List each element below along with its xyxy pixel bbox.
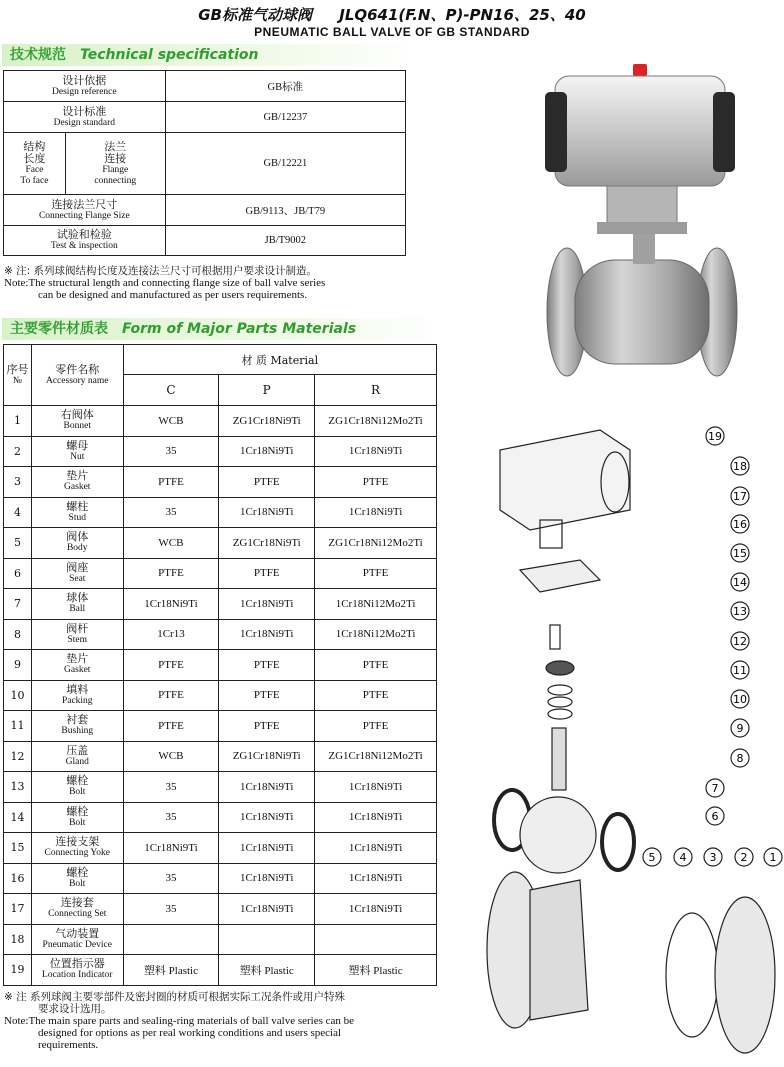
table-row: [4, 772, 437, 803]
table-row: [4, 406, 437, 437]
row-material-c: PTFE: [123, 680, 219, 711]
svg-text:14: 14: [733, 576, 747, 589]
diagram-body: [530, 880, 588, 1020]
row-material-r: 1Cr18Ni9Ti: [315, 772, 437, 803]
row-material-r: PTFE: [315, 558, 437, 589]
callout-9: [731, 719, 749, 737]
page-title: [0, 4, 784, 25]
row-material-r: 1Cr18Ni12Mo2Ti: [315, 589, 437, 620]
header-col-c: C: [123, 375, 219, 406]
callout-15: [731, 544, 749, 562]
row-material-p: 1Cr18Ni9Ti: [219, 619, 315, 650]
row-material-p: 1Cr18Ni9Ti: [219, 772, 315, 803]
actuator: [555, 76, 725, 186]
row-material-c: 35: [123, 894, 219, 925]
row-no: 6: [4, 558, 32, 589]
svg-text:6: 6: [711, 810, 719, 823]
svg-text:9: 9: [736, 722, 744, 735]
row-part-name: 螺栓 Bolt: [31, 863, 123, 894]
valve-photo: [545, 64, 740, 394]
row-material-c: 1Cr18Ni9Ti: [123, 589, 219, 620]
row-material-r: ZG1Cr18Ni12Mo2Ti: [315, 528, 437, 559]
table-row: [4, 497, 437, 528]
row-part-name: 连接支架 Connecting Yoke: [31, 833, 123, 864]
row-material-p: 1Cr18Ni9Ti: [219, 833, 315, 864]
row-material-r: 1Cr18Ni9Ti: [315, 863, 437, 894]
row-no: 18: [4, 924, 32, 955]
spec-section-title: 技术规范 Technical specification: [2, 44, 412, 66]
svg-text:17: 17: [733, 490, 747, 503]
row-material-c: WCB: [123, 741, 219, 772]
diagram-yoke: [520, 560, 600, 592]
callout-8: [731, 749, 749, 767]
table-row: [4, 619, 437, 650]
materials-note: ※ 注 系列球阀主要零部件及密封圈的材质可根据实际工况条件或用户特殊 要求设计选用。 Note:The main spare parts and sealing-ring materials of ball valve series can be designed for options as per real working conditions and users special requirements.: [4, 991, 355, 1051]
row-material-c: WCB: [123, 528, 219, 559]
row-material-p: ZG1Cr18Ni9Ti: [219, 528, 315, 559]
header-no: 序号 №: [4, 345, 32, 406]
callout-19: [706, 427, 724, 445]
row-material-p: [219, 924, 315, 955]
row-part-name: 垫片 Gasket: [31, 650, 123, 681]
row-material-r: PTFE: [315, 711, 437, 742]
callout-7: [706, 779, 724, 797]
table-row: [4, 894, 437, 925]
neck: [633, 234, 655, 264]
svg-text:7: 7: [711, 782, 719, 795]
row-material-r: ZG1Cr18Ni12Mo2Ti: [315, 741, 437, 772]
row-material-p: 1Cr18Ni9Ti: [219, 497, 315, 528]
svg-text:12: 12: [733, 635, 747, 648]
callout-14: [731, 573, 749, 591]
materials-table: [3, 344, 437, 986]
callout-12: [731, 632, 749, 650]
callout-1: [764, 848, 782, 866]
row-material-r: 1Cr18Ni9Ti: [315, 436, 437, 467]
actuator-end-left: [545, 92, 567, 172]
svg-text:16: 16: [733, 518, 747, 531]
row-no: 12: [4, 741, 32, 772]
row-material-r: 塑料 Plastic: [315, 955, 437, 986]
row-material-c: 35: [123, 772, 219, 803]
spec-row: 连接法兰尺寸 Connecting Flange Size GB/9113、JB/T79: [4, 195, 406, 226]
svg-text:11: 11: [733, 664, 747, 677]
row-part-name: 连接套 Connecting Set: [31, 894, 123, 925]
table-row: [4, 802, 437, 833]
top-flange: [597, 222, 687, 234]
row-material-p: 1Cr18Ni9Ti: [219, 863, 315, 894]
row-material-p: 1Cr18Ni9Ti: [219, 436, 315, 467]
row-material-c: PTFE: [123, 467, 219, 498]
row-no: 1: [4, 406, 32, 437]
row-material-c: [123, 924, 219, 955]
exploded-diagram: [470, 410, 784, 1065]
diagram-ball: [520, 797, 596, 873]
row-material-c: PTFE: [123, 650, 219, 681]
row-part-name: 阀座 Seat: [31, 558, 123, 589]
callout-5: [643, 848, 661, 866]
row-no: 8: [4, 619, 32, 650]
row-no: 11: [4, 711, 32, 742]
valve-body: [575, 260, 709, 364]
row-material-c: 35: [123, 802, 219, 833]
row-part-name: 阀体 Body: [31, 528, 123, 559]
row-material-r: ZG1Cr18Ni12Mo2Ti: [315, 406, 437, 437]
svg-text:8: 8: [736, 752, 744, 765]
header-name: 零件名称 Accessory name: [31, 345, 123, 406]
table-row: [4, 467, 437, 498]
table-row: [4, 833, 437, 864]
row-material-p: PTFE: [219, 711, 315, 742]
page-subtitle: PNEUMATIC BALL VALVE OF GB STANDARD: [254, 25, 530, 39]
callout-13: [731, 602, 749, 620]
callout-16: [731, 515, 749, 533]
row-no: 4: [4, 497, 32, 528]
yoke: [607, 186, 677, 224]
row-material-r: 1Cr18Ni9Ti: [315, 802, 437, 833]
svg-text:1: 1: [769, 851, 777, 864]
row-no: 17: [4, 894, 32, 925]
row-part-name: 衬套 Bushing: [31, 711, 123, 742]
svg-text:19: 19: [708, 430, 722, 443]
svg-text:13: 13: [733, 605, 747, 618]
row-part-name: 垫片 Gasket: [31, 467, 123, 498]
row-material-p: PTFE: [219, 650, 315, 681]
row-material-c: 35: [123, 863, 219, 894]
callout-10: [731, 690, 749, 708]
row-part-name: 位置指示器 Location Indicator: [31, 955, 123, 986]
table-row: [4, 528, 437, 559]
row-material-r: PTFE: [315, 680, 437, 711]
diagram-seat-right: [602, 814, 634, 870]
svg-text:3: 3: [709, 851, 717, 864]
table-row: [4, 924, 437, 955]
row-material-p: PTFE: [219, 558, 315, 589]
row-material-r: [315, 924, 437, 955]
row-no: 13: [4, 772, 32, 803]
row-material-p: 1Cr18Ni9Ti: [219, 589, 315, 620]
svg-text:10: 10: [733, 693, 747, 706]
row-material-r: PTFE: [315, 467, 437, 498]
header-material: 材 质 Material: [123, 345, 436, 375]
row-no: 7: [4, 589, 32, 620]
callout-4: [674, 848, 692, 866]
row-no: 2: [4, 436, 32, 467]
callout-11: [731, 661, 749, 679]
row-material-c: 1Cr18Ni9Ti: [123, 833, 219, 864]
callout-2: [735, 848, 753, 866]
svg-text:15: 15: [733, 547, 747, 560]
table-row: [4, 650, 437, 681]
row-no: 19: [4, 955, 32, 986]
table-row: [4, 558, 437, 589]
diagram-actuator: [500, 430, 630, 530]
row-part-name: 压盖 Gland: [31, 741, 123, 772]
row-part-name: 右阀体 Bonnet: [31, 406, 123, 437]
callout-18: [731, 457, 749, 475]
row-no: 5: [4, 528, 32, 559]
row-material-p: ZG1Cr18Ni9Ti: [219, 406, 315, 437]
row-material-c: PTFE: [123, 558, 219, 589]
row-material-c: WCB: [123, 406, 219, 437]
header-col-p: P: [219, 375, 315, 406]
row-material-p: 塑料 Plastic: [219, 955, 315, 986]
row-no: 15: [4, 833, 32, 864]
table-row: [4, 741, 437, 772]
spec-table: [3, 70, 406, 256]
row-part-name: 螺栓 Bolt: [31, 802, 123, 833]
row-no: 10: [4, 680, 32, 711]
row-part-name: 球体 Ball: [31, 589, 123, 620]
callout-17: [731, 487, 749, 505]
row-material-p: PTFE: [219, 467, 315, 498]
header-col-r: R: [315, 375, 437, 406]
row-material-r: 1Cr18Ni9Ti: [315, 497, 437, 528]
actuator-end-right: [713, 92, 735, 172]
spec-row: 结构 长度 Face To face 法兰 连接 Flange connecting GB/12221: [4, 133, 406, 195]
diagram-stem: [552, 728, 566, 790]
callout-3: [704, 848, 722, 866]
diagram-bonnet: [715, 897, 775, 1053]
svg-text:2: 2: [740, 851, 748, 864]
spec-row: 试验和检验 Test & inspection JB/T9002: [4, 226, 406, 256]
row-part-name: 填料 Packing: [31, 680, 123, 711]
row-part-name: 螺栓 Bolt: [31, 772, 123, 803]
title-cn: GB标准气动球阀: [198, 6, 312, 24]
row-material-c: 35: [123, 497, 219, 528]
svg-text:4: 4: [679, 851, 687, 864]
materials-section-title: 主要零件材质表 Form of Major Parts Materials: [2, 318, 438, 340]
spec-row: 设计标准 Design standard GB/12237: [4, 102, 406, 133]
spec-row: 设计依据 Design reference GB标准: [4, 71, 406, 102]
row-material-c: 35: [123, 436, 219, 467]
table-row: [4, 955, 437, 986]
diagram-gasket: [666, 913, 718, 1037]
row-material-p: 1Cr18Ni9Ti: [219, 894, 315, 925]
row-no: 16: [4, 863, 32, 894]
row-material-p: PTFE: [219, 680, 315, 711]
indicator-cap: [633, 64, 647, 76]
table-row: [4, 680, 437, 711]
spec-note: ※ 注: 系列球阀结构长度及连接法兰尺寸可根据用户要求设计制造。 Note:The structural length and connecting flange size of ball valve series can be designed and manufactured as per users requirements.: [4, 265, 326, 301]
row-material-c: 塑料 Plastic: [123, 955, 219, 986]
table-row: [4, 589, 437, 620]
row-part-name: 螺母 Nut: [31, 436, 123, 467]
row-no: 14: [4, 802, 32, 833]
row-material-p: 1Cr18Ni9Ti: [219, 802, 315, 833]
row-part-name: 气动装置 Pneumatic Device: [31, 924, 123, 955]
callout-6: [706, 807, 724, 825]
row-material-c: PTFE: [123, 711, 219, 742]
row-material-r: PTFE: [315, 650, 437, 681]
table-row: [4, 863, 437, 894]
row-no: 3: [4, 467, 32, 498]
row-material-p: ZG1Cr18Ni9Ti: [219, 741, 315, 772]
row-material-r: 1Cr18Ni9Ti: [315, 833, 437, 864]
svg-text:5: 5: [648, 851, 656, 864]
row-material-r: 1Cr18Ni9Ti: [315, 894, 437, 925]
table-row: [4, 436, 437, 467]
title-model: JLQ641(F.N、P)-PN16、25、40: [339, 6, 586, 24]
row-material-c: 1Cr13: [123, 619, 219, 650]
table-row: [4, 711, 437, 742]
row-no: 9: [4, 650, 32, 681]
row-part-name: 阀杆 Stem: [31, 619, 123, 650]
row-part-name: 螺柱 Stud: [31, 497, 123, 528]
row-material-r: 1Cr18Ni12Mo2Ti: [315, 619, 437, 650]
svg-text:18: 18: [733, 460, 747, 473]
